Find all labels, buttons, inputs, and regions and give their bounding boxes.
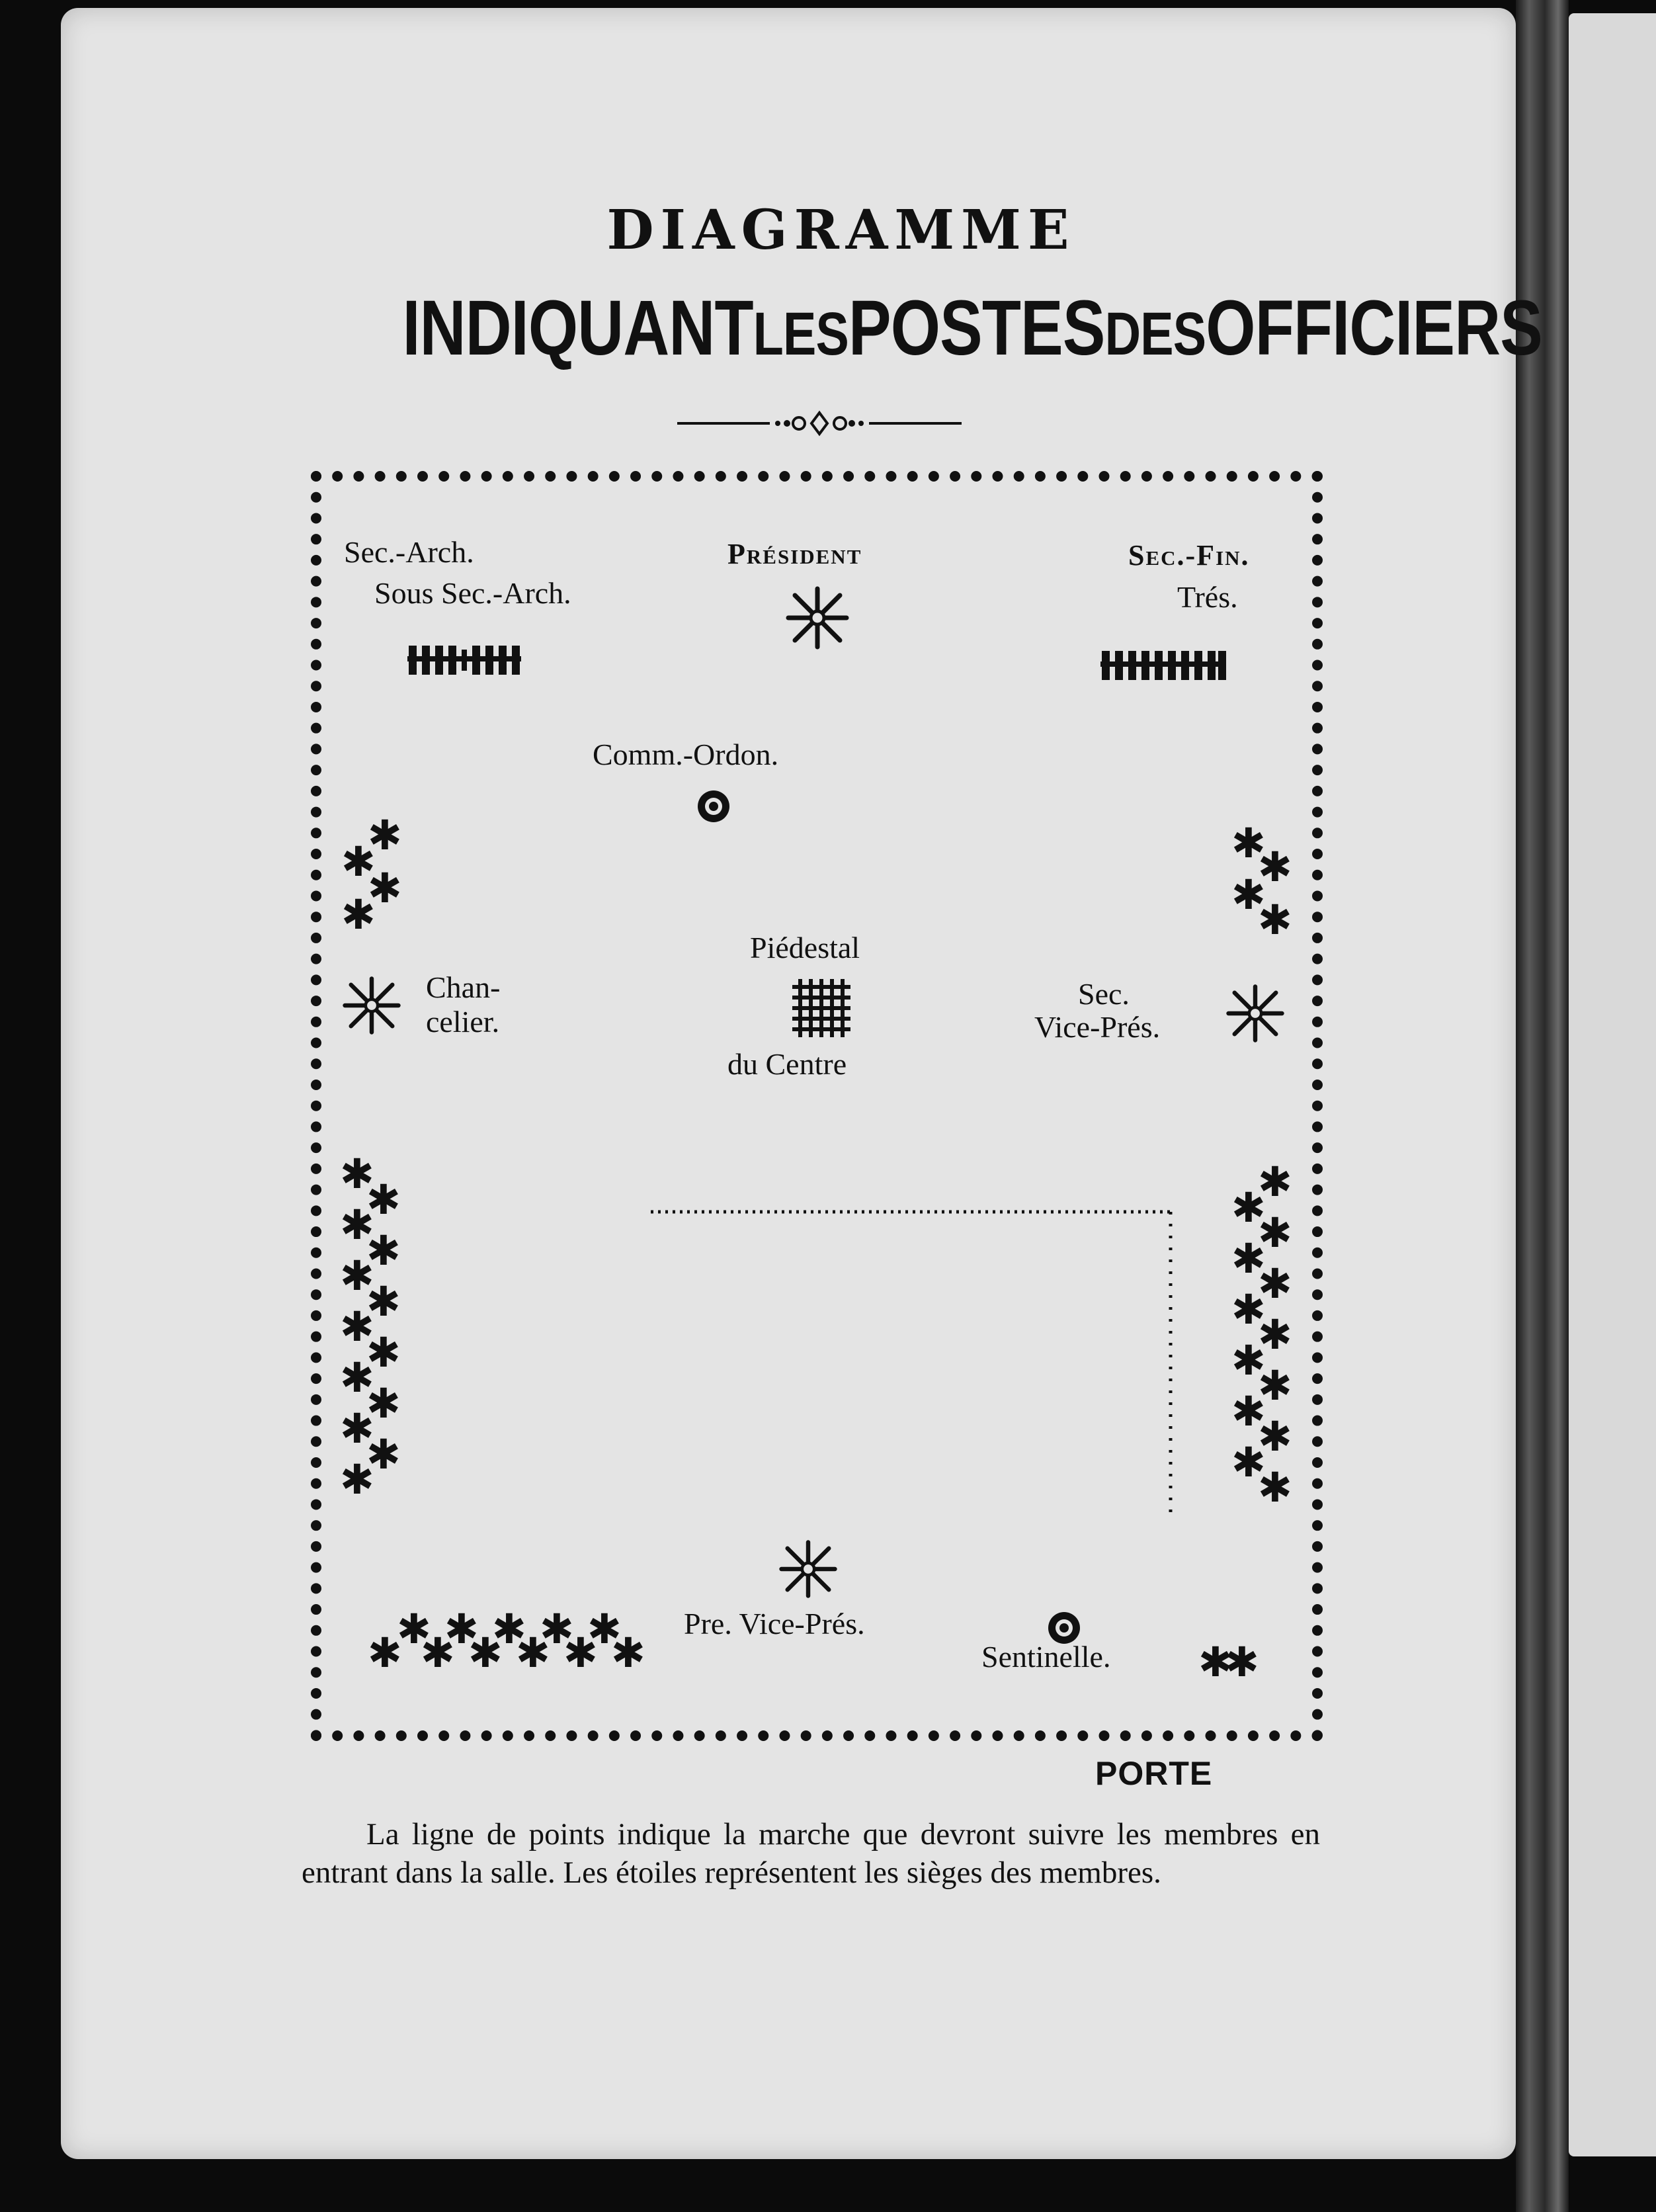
label-piedestal: Piédestal [750, 931, 860, 964]
member-seat-star: ✱ [468, 1629, 503, 1677]
pedestal-icon [791, 978, 852, 1039]
member-seat-star: ✱ [1258, 1310, 1292, 1359]
title-word-indiquant: INDIQUANT [402, 284, 753, 372]
starburst-icon-president [784, 585, 850, 651]
member-seat-star: ✱ [444, 1605, 479, 1653]
member-seat-star: ✱ [1258, 1259, 1292, 1308]
member-seat-star: ✱ [421, 1629, 455, 1677]
label-president: Président [727, 538, 862, 570]
member-seat-star: ✱ [368, 811, 402, 859]
member-seat-star: ✱ [563, 1629, 598, 1677]
circle-target-icon-comm-ordon [696, 788, 731, 824]
member-seat-star: ✱ [540, 1605, 574, 1653]
desk-icon-left [407, 643, 529, 677]
label-sentinelle: Sentinelle. [981, 1640, 1111, 1674]
member-seat-star: ✱ [366, 1328, 401, 1377]
caption-text: La ligne de points indique la marche que devront suivre les membres en entrant dans la salle. Les étoiles représentent les sièges des membres. [302, 1817, 1320, 1890]
member-seat-star: ✱ [366, 1379, 401, 1427]
label-porte: PORTE [1095, 1755, 1213, 1792]
member-seat-star: ✱ [1258, 1361, 1292, 1410]
label-pre-vice-pres: Pre. Vice-Prés. [684, 1607, 865, 1640]
member-seat-star: ✱ [1231, 819, 1266, 867]
adjacent-page [1569, 13, 1656, 2156]
member-seat-star: ✱ [492, 1605, 526, 1653]
member-seat-star: ✱ [366, 1175, 401, 1224]
member-seat-star: ✱ [1231, 1336, 1266, 1384]
label-vice-pres: Vice-Prés. [1034, 1010, 1161, 1044]
member-seat-star: ✱ [1258, 1412, 1292, 1461]
member-seat-star: ✱ [1198, 1638, 1233, 1686]
title-word-officiers: OFFICIERS [1206, 284, 1542, 372]
member-seat-star: ✱ [340, 1353, 374, 1402]
member-seat-star: ✱ [340, 1302, 374, 1351]
march-path-dotted-line [648, 1201, 1177, 1532]
member-seat-star: ✱ [397, 1605, 431, 1653]
label-chan: Chan- [426, 970, 501, 1004]
member-seat-star: ✱ [516, 1629, 550, 1677]
member-seat-star: ✱ [340, 1404, 374, 1453]
member-seat-star: ✱ [368, 864, 402, 912]
member-seat-star: ✱ [341, 890, 376, 939]
member-seat-star: ✱ [1231, 1285, 1266, 1334]
member-seat-star: ✱ [1258, 843, 1292, 891]
label-comm-ordon: Comm.-Ordon. [593, 738, 779, 771]
member-seat-star: ✱ [341, 837, 376, 886]
member-seat-star: ✱ [368, 1629, 402, 1677]
member-seat-star: ✱ [611, 1629, 645, 1677]
label-sec-fin: Sec.-Fin. [1128, 539, 1250, 572]
starburst-icon-vice-pres [1225, 983, 1286, 1044]
title-word-des: DES [1104, 300, 1206, 368]
member-seat-star: ✱ [1258, 1463, 1292, 1511]
member-seat-star: ✱ [366, 1226, 401, 1275]
member-seat-star: ✱ [1225, 1638, 1259, 1686]
member-seat-star: ✱ [366, 1277, 401, 1326]
member-seat-star: ✱ [1258, 1209, 1292, 1257]
label-sec: Sec. [1078, 977, 1130, 1011]
member-seat-star: ✱ [340, 1201, 374, 1249]
member-seat-star: ✱ [1231, 871, 1266, 919]
title-word-les: LES [753, 300, 849, 368]
label-du-centre: du Centre [727, 1047, 847, 1081]
title-word-postes: POSTES [849, 284, 1105, 372]
member-seat-star: ✱ [366, 1429, 401, 1478]
starburst-icon-pre-vice-pres [778, 1539, 839, 1599]
member-seat-star: ✱ [1231, 1234, 1266, 1283]
member-seat-star: ✱ [340, 1455, 374, 1504]
member-seat-star: ✱ [1258, 1158, 1292, 1206]
title-subtitle [402, 283, 1542, 373]
desk-icon-right [1100, 648, 1230, 683]
member-seat-star: ✱ [1231, 1183, 1266, 1232]
member-seat-star: ✱ [1258, 896, 1292, 944]
label-sec-arch: Sec.-Arch. [344, 535, 474, 569]
member-seat-star: ✱ [340, 1252, 374, 1300]
title-diagramme: DIAGRAMME [606, 198, 1076, 262]
label-celier: celier. [426, 1005, 500, 1039]
member-seat-star: ✱ [1231, 1437, 1266, 1486]
member-seat-star: ✱ [1231, 1386, 1266, 1435]
member-seat-star: ✱ [340, 1150, 374, 1198]
member-seat-star: ✱ [587, 1605, 622, 1653]
ornament-divider [677, 404, 962, 443]
label-sous-sec-arch: Sous Sec.-Arch. [374, 576, 571, 610]
label-tres: Trés. [1177, 580, 1238, 614]
starburst-icon-chancelier [341, 975, 402, 1036]
